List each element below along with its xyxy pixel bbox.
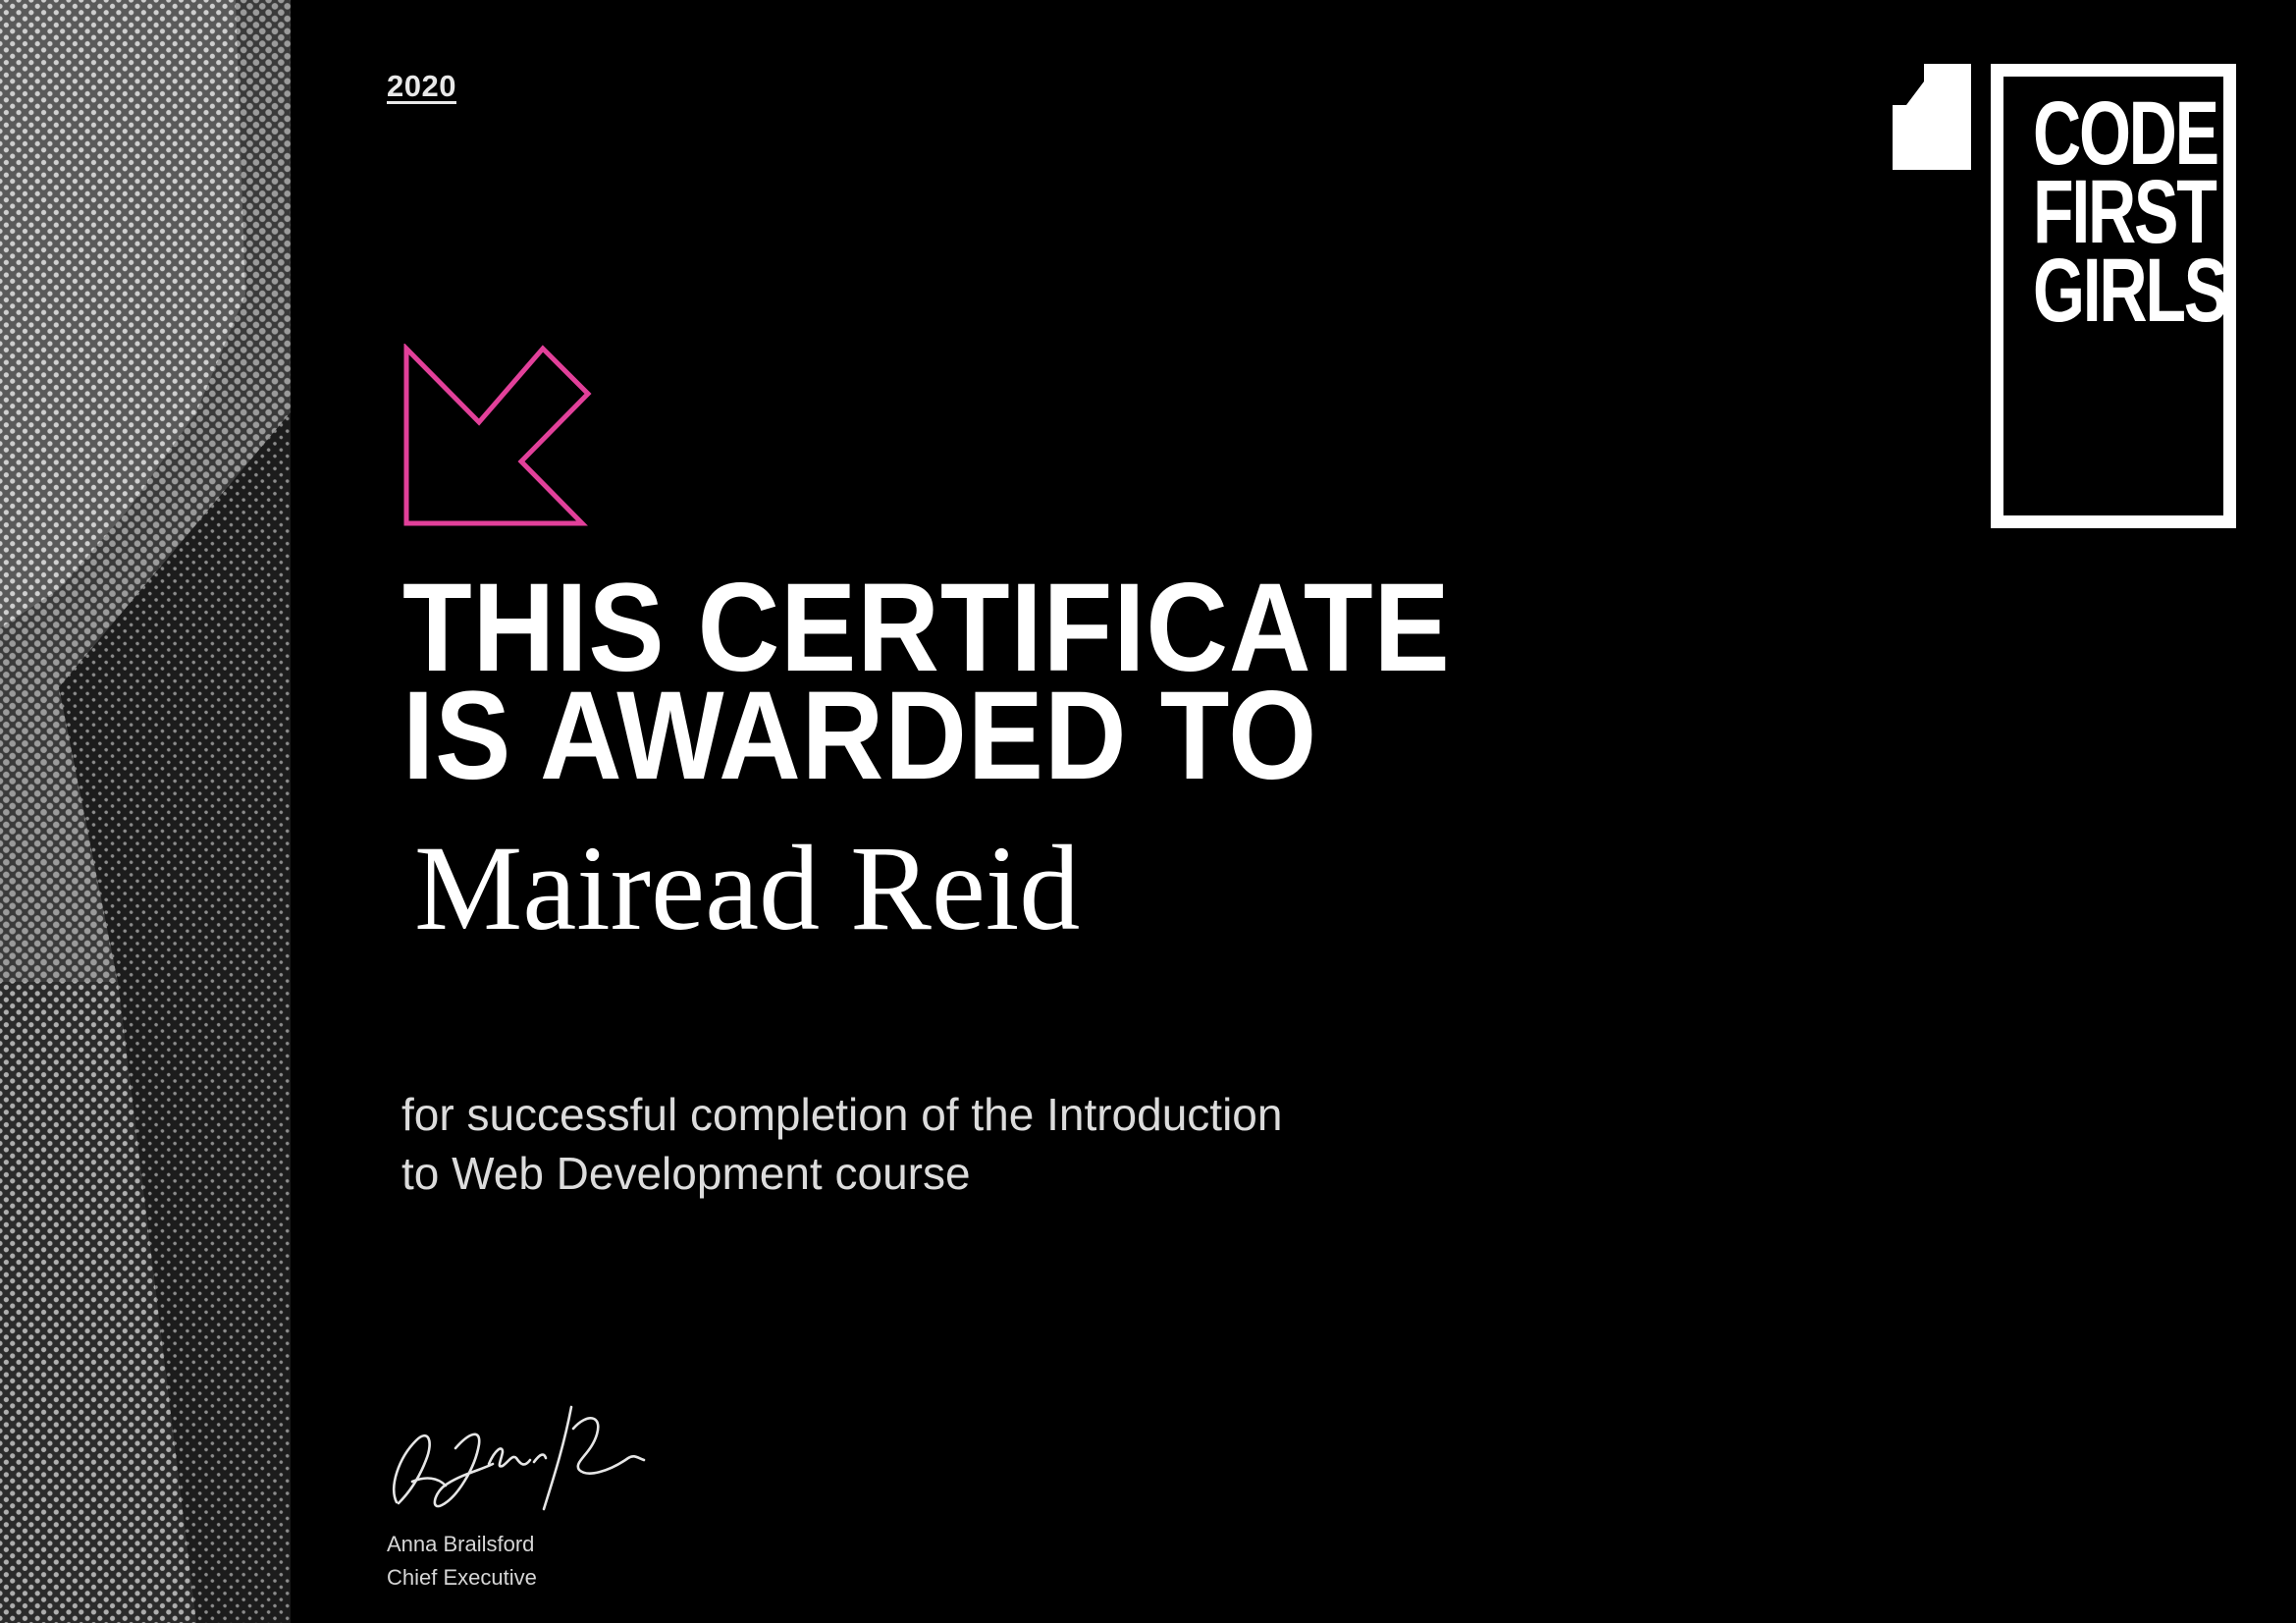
recipient-name: Mairead Reid <box>414 821 1081 955</box>
completion-statement <box>401 1085 1282 1203</box>
headline-line-2: IS AWARDED TO <box>402 666 1318 806</box>
logo-text-line: CODE <box>2033 83 2217 184</box>
logo-box <box>1991 64 2236 528</box>
down-left-arrow-icon <box>400 344 597 530</box>
completion-line-1: for successful completion of the Introduction <box>401 1089 1283 1140</box>
halftone-side-image <box>0 0 291 1623</box>
certificate-year: 2020 <box>387 69 456 103</box>
certificate-headline <box>402 558 1451 806</box>
headline-line-1: THIS CERTIFICATE <box>402 558 1451 698</box>
code-first-girls-logo <box>1893 61 2226 522</box>
logo-text-line: FIRST <box>2033 162 2216 262</box>
signatory-name: Anna Brailsford <box>387 1532 535 1556</box>
signatory-title: Chief Executive <box>387 1565 537 1590</box>
completion-line-2: to Web Development course <box>401 1148 971 1199</box>
signature-icon <box>387 1389 652 1527</box>
logo-text-line: GIRLS <box>2033 241 2226 341</box>
logo-tab-icon <box>1893 64 1971 170</box>
